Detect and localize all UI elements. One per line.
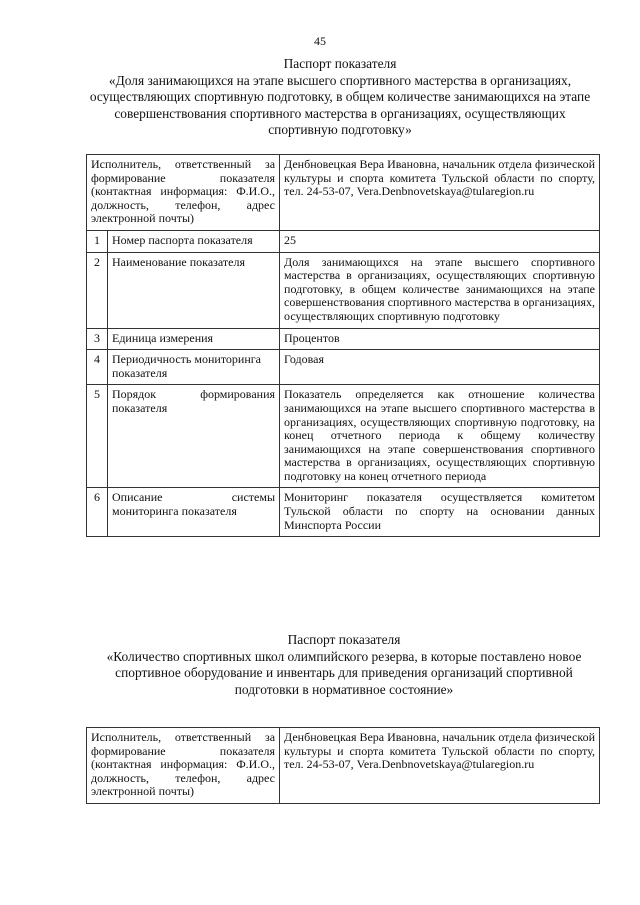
row-value: 25 xyxy=(280,230,600,252)
executor-label: Исполнитель, ответственный за формирование показателя (контактная информация: Ф.И.О., должность, телефон, адрес электронной почты) xyxy=(87,728,280,804)
passport-subtitle: «Доля занимающихся на этапе высшего спортивного мастерства в организациях, осуществляющих спортивную подготовку, в общем количестве занимающихся на этапе совершенствования спортивного мастерства в организациях, осуществляющих спортивную подготовку» xyxy=(89,72,591,137)
passport-title: Паспорт показателя xyxy=(283,56,397,71)
row-value: Доля занимающихся на этапе высшего спортивного мастерства в организациях, осуществляющих спортивную подготовку, в общем количестве занимающихся на этапе совершенствования спортивного мастерства в организациях, осуществляющих спортивную подготовку xyxy=(280,252,600,328)
page-number: 45 xyxy=(314,34,326,48)
row-label: Единица измерения xyxy=(108,328,280,350)
table-row xyxy=(87,252,600,328)
row-number: 6 xyxy=(87,488,108,537)
table-row xyxy=(87,328,600,350)
table-row xyxy=(87,488,600,537)
executor-label: Исполнитель, ответственный за формирование показателя (контактная информация: Ф.И.О., должность, телефон, адрес электронной почты) xyxy=(87,155,280,231)
passport-table-1 xyxy=(86,154,600,537)
table-row xyxy=(87,385,600,488)
table-row xyxy=(87,728,600,804)
row-value: Показатель определяется как отношение количества занимающихся на этапе высшего спортивного мастерства в организациях, осуществляющих спортивную подготовку, на конец отчетного периода к общему количеству занимающихся на этапе совершенствования спортивного мастерства в организациях, осуществляющих спортивную подготовку на конец отчетного периода xyxy=(280,385,600,488)
table-row xyxy=(87,155,600,231)
passport-table-2 xyxy=(86,727,600,804)
row-number: 5 xyxy=(87,385,108,488)
row-value: Мониторинг показателя осуществляется комитетом Тульской области по спорту на основании данных Минспорта России xyxy=(280,488,600,537)
row-label: Периодичность мониторинга показателя xyxy=(108,350,280,385)
row-number: 1 xyxy=(87,230,108,252)
row-label: Описание системы мониторинга показателя xyxy=(108,488,280,537)
row-number: 4 xyxy=(87,350,108,385)
row-value: Процентов xyxy=(280,328,600,350)
row-label: Номер паспорта показателя xyxy=(108,230,280,252)
row-label: Порядок формирования показателя xyxy=(108,385,280,488)
passport-heading-2 xyxy=(84,632,604,698)
passport-title: Паспорт показателя xyxy=(287,632,401,647)
executor-value: Денбновецкая Вера Ивановна, начальник отдела физической культуры и спорта комитета Тульской области по спорту, тел. 24-53-07, Vera.Denbnovetskaya@tularegion.ru xyxy=(280,155,600,231)
table-row xyxy=(87,230,600,252)
passport-subtitle: «Количество спортивных школ олимпийского резерва, в которые поставлено новое спортивное оборудование и инвентарь для приведения организаций спортивной подготовки в нормативное состояние» xyxy=(106,648,582,697)
table-row xyxy=(87,350,600,385)
row-number: 2 xyxy=(87,252,108,328)
row-number: 3 xyxy=(87,328,108,350)
passport-heading-1 xyxy=(80,56,600,139)
row-value: Годовая xyxy=(280,350,600,385)
row-label: Наименование показателя xyxy=(108,252,280,328)
executor-value: Денбновецкая Вера Ивановна, начальник отдела физической культуры и спорта комитета Тульской области по спорту, тел. 24-53-07, Vera.Denbnovetskaya@tularegion.ru xyxy=(280,728,600,804)
